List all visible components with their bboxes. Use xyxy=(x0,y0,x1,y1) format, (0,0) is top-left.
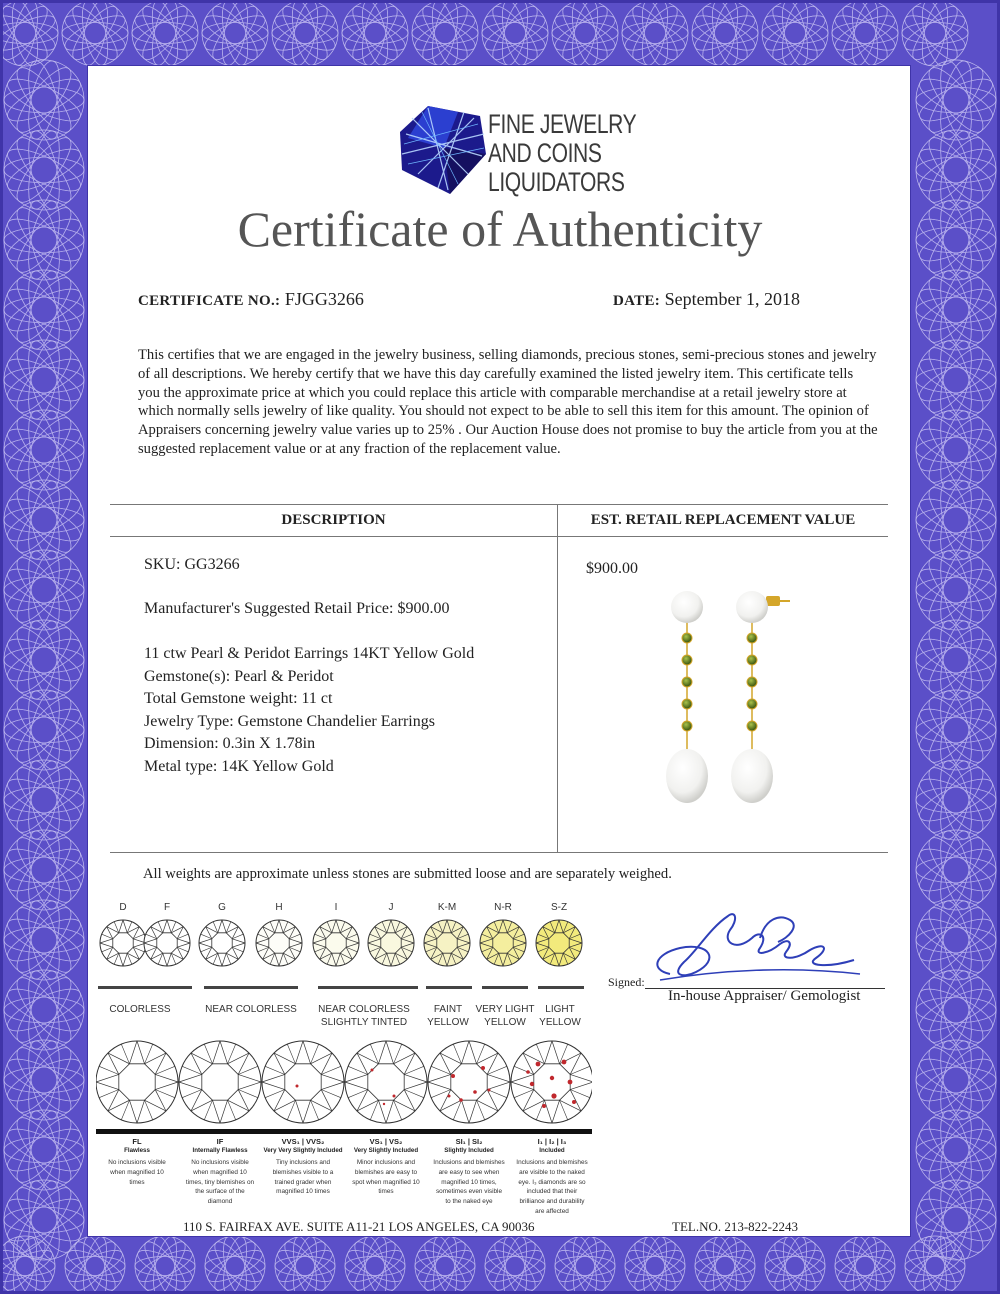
signature-role: In-house Appraiser/ Gemologist xyxy=(668,988,861,1004)
signed-label: Signed: xyxy=(608,975,645,989)
color-group-label: NEAR COLORLESS SLIGHTLY TINTED xyxy=(318,1004,410,1028)
color-grade-letter: F xyxy=(163,902,171,913)
clarity-diamond xyxy=(262,1041,344,1123)
clarity-name: Included xyxy=(539,1147,565,1154)
clarity-name: Very Slightly Included xyxy=(353,1147,419,1154)
color-group-label: FAINT YELLOW xyxy=(427,1004,469,1028)
weights-note: All weights are approximate unless stones are submitted loose and are separately weighed. xyxy=(143,866,672,882)
certificate-number-value: FJGG3266 xyxy=(284,289,364,309)
color-group-label: COLORLESS xyxy=(109,1004,171,1015)
color-diamond-k-m xyxy=(424,920,470,966)
brand-name xyxy=(488,110,636,197)
msrp: Manufacturer's Suggested Retail Price: $900.00 xyxy=(144,600,450,617)
detail-line: Jewelry Type: Gemstone Chandelier Earrings xyxy=(144,712,435,730)
clarity-diamond xyxy=(511,1041,592,1123)
footer-phone: TEL.NO. 213-822-2243 xyxy=(672,1219,799,1234)
color-group-label: LIGHT YELLOW xyxy=(539,1004,581,1028)
right-earring xyxy=(731,591,790,803)
clarity-code: VS₁ | VS₂ xyxy=(369,1137,403,1146)
brand-line-3: LIQUIDATORS xyxy=(488,167,625,197)
date-value: September 1, 2018 xyxy=(664,289,801,309)
clarity-diamond xyxy=(179,1041,261,1123)
table-top-rule xyxy=(110,504,888,505)
clarity-code: VVS₁ | VVS₂ xyxy=(281,1137,325,1146)
earrings-image xyxy=(650,580,810,810)
color-group-label: NEAR COLORLESS xyxy=(205,1004,297,1015)
replacement-value: $900.00 xyxy=(586,560,638,577)
color-grade-letter: N-R xyxy=(494,902,512,913)
color-grade-diamonds xyxy=(90,916,610,996)
detail-line: Metal type: 14K Yellow Gold xyxy=(144,757,334,775)
color-diamond-g xyxy=(199,920,245,966)
clarity-description: No inclusions visible when magnified 10 times xyxy=(108,1159,166,1186)
certificate-number xyxy=(138,289,364,310)
left-earring xyxy=(666,591,708,803)
sku: SKU: GG3266 xyxy=(144,556,240,573)
color-diamond-n-r xyxy=(480,920,526,966)
brand-line-2: AND COINS xyxy=(488,138,602,168)
clarity-code: I₁ | I₂ | I₃ xyxy=(537,1137,567,1146)
clarity-code: SI₁ | SI₂ xyxy=(455,1137,483,1146)
color-diamond-d xyxy=(100,920,146,966)
value-header: EST. RETAIL REPLACEMENT VALUE xyxy=(590,512,856,528)
date-label: DATE: xyxy=(613,293,661,309)
color-grade-letter: I xyxy=(334,902,338,913)
clarity-diamond xyxy=(428,1041,510,1123)
color-group-label: VERY LIGHT YELLOW xyxy=(475,1004,535,1028)
clarity-name: Very Very Slightly Included xyxy=(263,1147,343,1154)
color-grade-letter: K-M xyxy=(437,902,457,913)
clarity-description: Tiny inclusions and blemishes visible to a trained grader when magnified 10 times xyxy=(272,1159,334,1196)
clarity-name: Slightly Included xyxy=(444,1147,494,1154)
table-header-rule xyxy=(110,536,888,537)
certificate-number-label: CERTIFICATE NO.: xyxy=(138,293,281,309)
color-group-bar xyxy=(98,986,192,989)
table-column-divider xyxy=(557,504,558,852)
clarity-diamond xyxy=(96,1041,178,1123)
intro-text: This certifies that we are engaged in the jewelry business, selling diamonds, precious stones, semi-precious stones and jewelry of all descriptions. We hereby certify that we have this day carefully examined the listed jewelry item. This certificate tells you the approximate price at which you could replace this article with comparable merchandise at a retail jewelry store at which normally sells jewelry of like quality. You should not expect to be able to sell this item for this amount. The opinion of Appraisers concerning jewelry value varies up to 25% . Our Auction House does not promise to buy the article from you at the suggested replacement value or at any fraction of the replacement value. xyxy=(138,347,878,457)
clarity-description: No inclusions visible when magnified 10 times, tiny blemishes on the surface of the diamond xyxy=(185,1159,255,1206)
clarity-description: Inclusions and blemishes are easy to see when magnified 10 times, sometimes even visible to the naked eye xyxy=(433,1159,505,1206)
table-bottom-rule xyxy=(110,852,888,853)
color-diamond-j xyxy=(368,920,414,966)
color-diamond-i xyxy=(313,920,359,966)
detail-line: Gemstone(s): Pearl & Peridot xyxy=(144,667,334,685)
clarity-diamond xyxy=(345,1041,427,1123)
detail-line: Total Gemstone weight: 11 ct xyxy=(144,690,333,707)
color-grade-letter: S-Z xyxy=(550,902,568,913)
clarity-description: Minor inclusions and blemishes are easy to spot when magnified 10 times xyxy=(352,1159,420,1196)
color-group-bar xyxy=(204,986,298,989)
signature-image xyxy=(640,908,880,988)
color-grade-letter: H xyxy=(275,902,283,913)
item-details xyxy=(144,643,474,778)
color-diamond-s-z xyxy=(536,920,582,966)
color-grade-letter: G xyxy=(218,902,226,913)
color-grade-letter: D xyxy=(119,902,127,913)
detail-line: Dimension: 0.3in X 1.78in xyxy=(144,735,316,752)
clarity-code: FL xyxy=(132,1137,142,1146)
certificate-date xyxy=(613,289,800,310)
clarity-code: IF xyxy=(216,1137,224,1146)
color-group-bar xyxy=(538,986,584,989)
color-grade-letter: J xyxy=(388,902,394,913)
clarity-grade-diamonds xyxy=(96,1032,592,1140)
page-title: Certificate of Authenticity xyxy=(237,201,763,257)
color-diamond-f xyxy=(144,920,190,966)
intro-paragraph xyxy=(138,346,878,459)
brand-line-1: FINE JEWELRY xyxy=(488,109,637,139)
clarity-name: Flawless xyxy=(124,1147,150,1154)
clarity-description: Inclusions and blemishes are visible to the naked eye. I₃ diamonds are so included that their brilliance and durability are affected xyxy=(516,1159,588,1215)
footer-address: 110 S. FAIRFAX AVE. SUITE A11-21 LOS ANGELES, CA 90036 xyxy=(183,1219,535,1234)
clarity-name: Internally Flawless xyxy=(192,1147,248,1154)
color-group-bar xyxy=(426,986,472,989)
color-group-bar xyxy=(482,986,528,989)
clarity-bar xyxy=(96,1129,592,1134)
description-header: DESCRIPTION xyxy=(281,512,386,528)
gem-logo-icon xyxy=(398,104,490,196)
color-group-bar xyxy=(318,986,418,989)
detail-line: 11 ctw Pearl & Peridot Earrings 14KT Yellow Gold xyxy=(144,645,475,662)
color-diamond-h xyxy=(256,920,302,966)
